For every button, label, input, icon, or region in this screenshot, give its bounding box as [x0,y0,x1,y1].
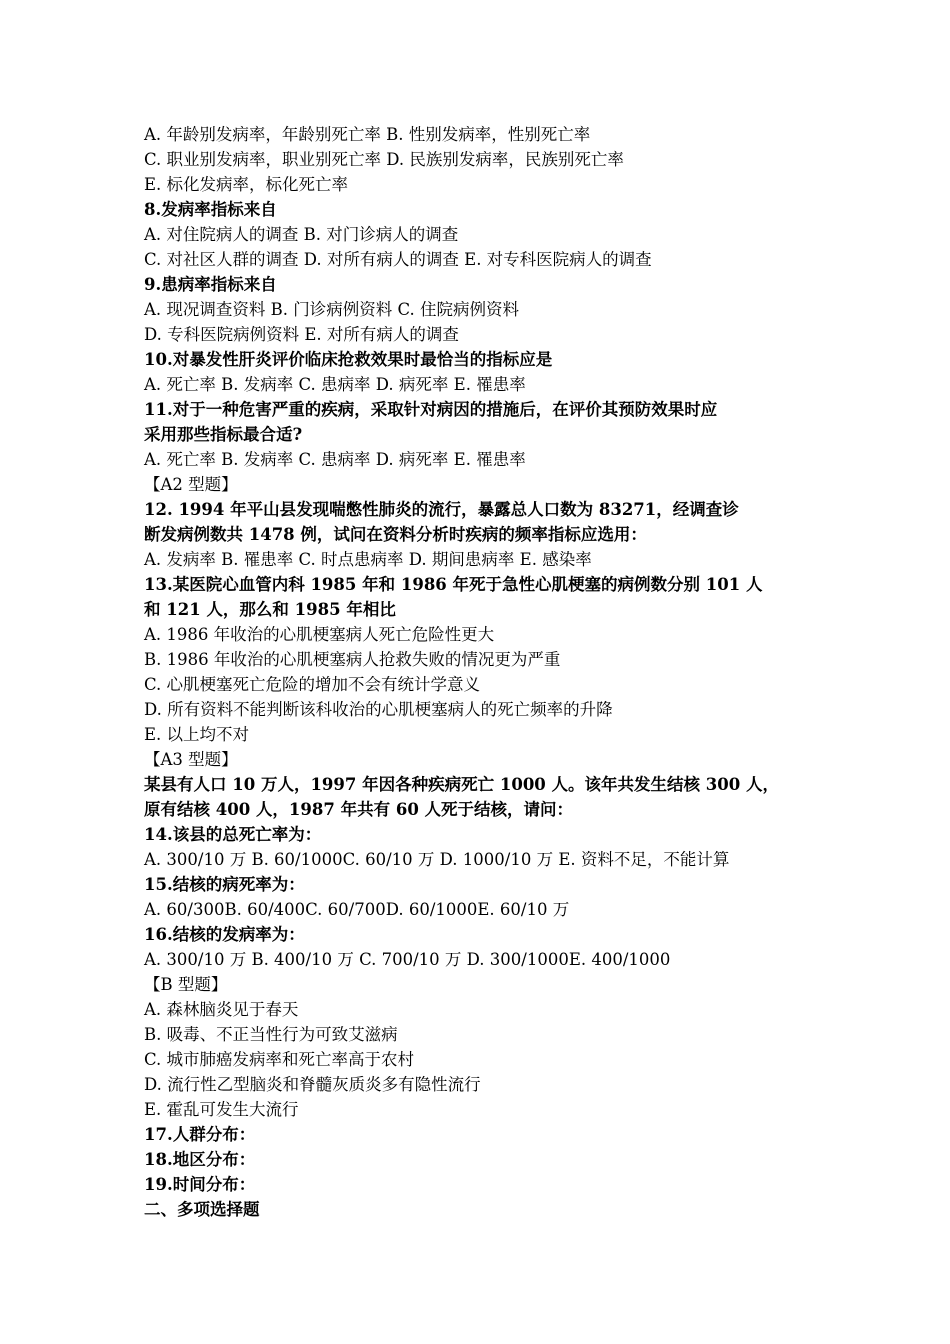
question-heading: 15.结核的病死率为： [144,875,305,894]
text-line: B. 1986 年收治的心肌梗塞病人抢救失败的情况更为严重 [144,650,561,669]
question-heading: 某县有人口 10 万人，1997 年因各种疾病死亡 1000 人。该年共发生结核 300 人， [144,775,779,794]
text-line: C. 心肌梗塞死亡危险的增加不会有统计学意义 [144,675,481,694]
text-line: A. 森林脑炎见于春天 [144,1000,299,1019]
section-label: 【A2 型题】 [144,475,238,494]
text-line: A. 对住院病人的调查 B. 对门诊病人的调查 [144,225,459,244]
text-line: C. 对社区人群的调查 D. 对所有病人的调查 E. 对专科医院病人的调查 [144,250,652,269]
question-heading: 18.地区分布： [144,1150,256,1169]
question-heading: 采用那些指标最合适? [144,425,303,444]
text-line: D. 专科医院病例资料 E. 对所有病人的调查 [144,325,459,344]
text-line: A. 现况调查资料 B. 门诊病例资料 C. 住院病例资料 [144,300,520,319]
text-line: A. 60/300B. 60/400C. 60/700D. 60/1000E. 60/10 万 [144,900,570,919]
question-heading: 12. 1994 年平山县发现喘憋性肺炎的流行，暴露总人口数为 83271，经调查诊 [144,500,739,519]
text-line: A. 1986 年收治的心肌梗塞病人死亡危险性更大 [144,625,495,644]
text-line: D. 所有资料不能判断该科收治的心肌梗塞病人的死亡频率的升降 [144,700,613,719]
document-page [144,122,834,1222]
question-heading: 14.该县的总死亡率为： [144,825,322,844]
question-heading: 16.结核的发病率为： [144,925,305,944]
text-line: A. 年龄别发病率，年龄别死亡率 B. 性别发病率，性别死亡率 [144,125,591,144]
question-heading: 10.对暴发性肝炎评价临床抢救效果时最恰当的指标应是 [144,350,553,369]
question-heading: 9.患病率指标来自 [144,275,277,294]
text-line: E. 标化发病率，标化死亡率 [144,175,349,194]
text-line: E. 以上均不对 [144,725,250,744]
text-line: B. 吸毒、不正当性行为可致艾滋病 [144,1025,398,1044]
text-line: A. 死亡率 B. 发病率 C. 患病率 D. 病死率 E. 罹患率 [144,450,526,469]
question-heading: 原有结核 400 人，1987 年共有 60 人死于结核，请问： [144,800,574,819]
question-heading: 和 121 人，那么和 1985 年相比 [144,600,396,619]
text-line: A. 300/10 万 B. 60/1000C. 60/10 万 D. 1000/10 万 E. 资料不足，不能计算 [144,850,730,869]
text-line: A. 发病率 B. 罹患率 C. 时点患病率 D. 期间患病率 E. 感染率 [144,550,592,569]
text-line: C. 职业别发病率，职业别死亡率 D. 民族别发病率，民族别死亡率 [144,150,624,169]
section-label: 【A3 型题】 [144,750,238,769]
question-heading: 17.人群分布： [144,1125,256,1144]
question-heading: 8.发病率指标来自 [144,200,277,219]
section-label: 【B 型题】 [144,975,228,994]
text-line: D. 流行性乙型脑炎和脊髓灰质炎多有隐性流行 [144,1075,481,1094]
question-heading: 13.某医院心血管内科 1985 年和 1986 年死于急性心肌梗塞的病例数分别 101 人 [144,575,763,594]
text-line: C. 城市肺癌发病率和死亡率高于农村 [144,1050,415,1069]
section-heading: 二、多项选择题 [144,1200,260,1219]
question-heading: 断发病例数共 1478 例，试问在资料分析时疾病的频率指标应选用： [144,525,647,544]
text-line: A. 300/10 万 B. 400/10 万 C. 700/10 万 D. 300/1000E. 400/1000 [144,950,671,969]
question-heading: 11.对于一种危害严重的疾病，采取针对病因的措施后，在评价其预防效果时应 [144,400,718,419]
question-heading: 19.时间分布： [144,1175,256,1194]
text-line: E. 霍乱可发生大流行 [144,1100,299,1119]
text-line: A. 死亡率 B. 发病率 C. 患病率 D. 病死率 E. 罹患率 [144,375,526,394]
